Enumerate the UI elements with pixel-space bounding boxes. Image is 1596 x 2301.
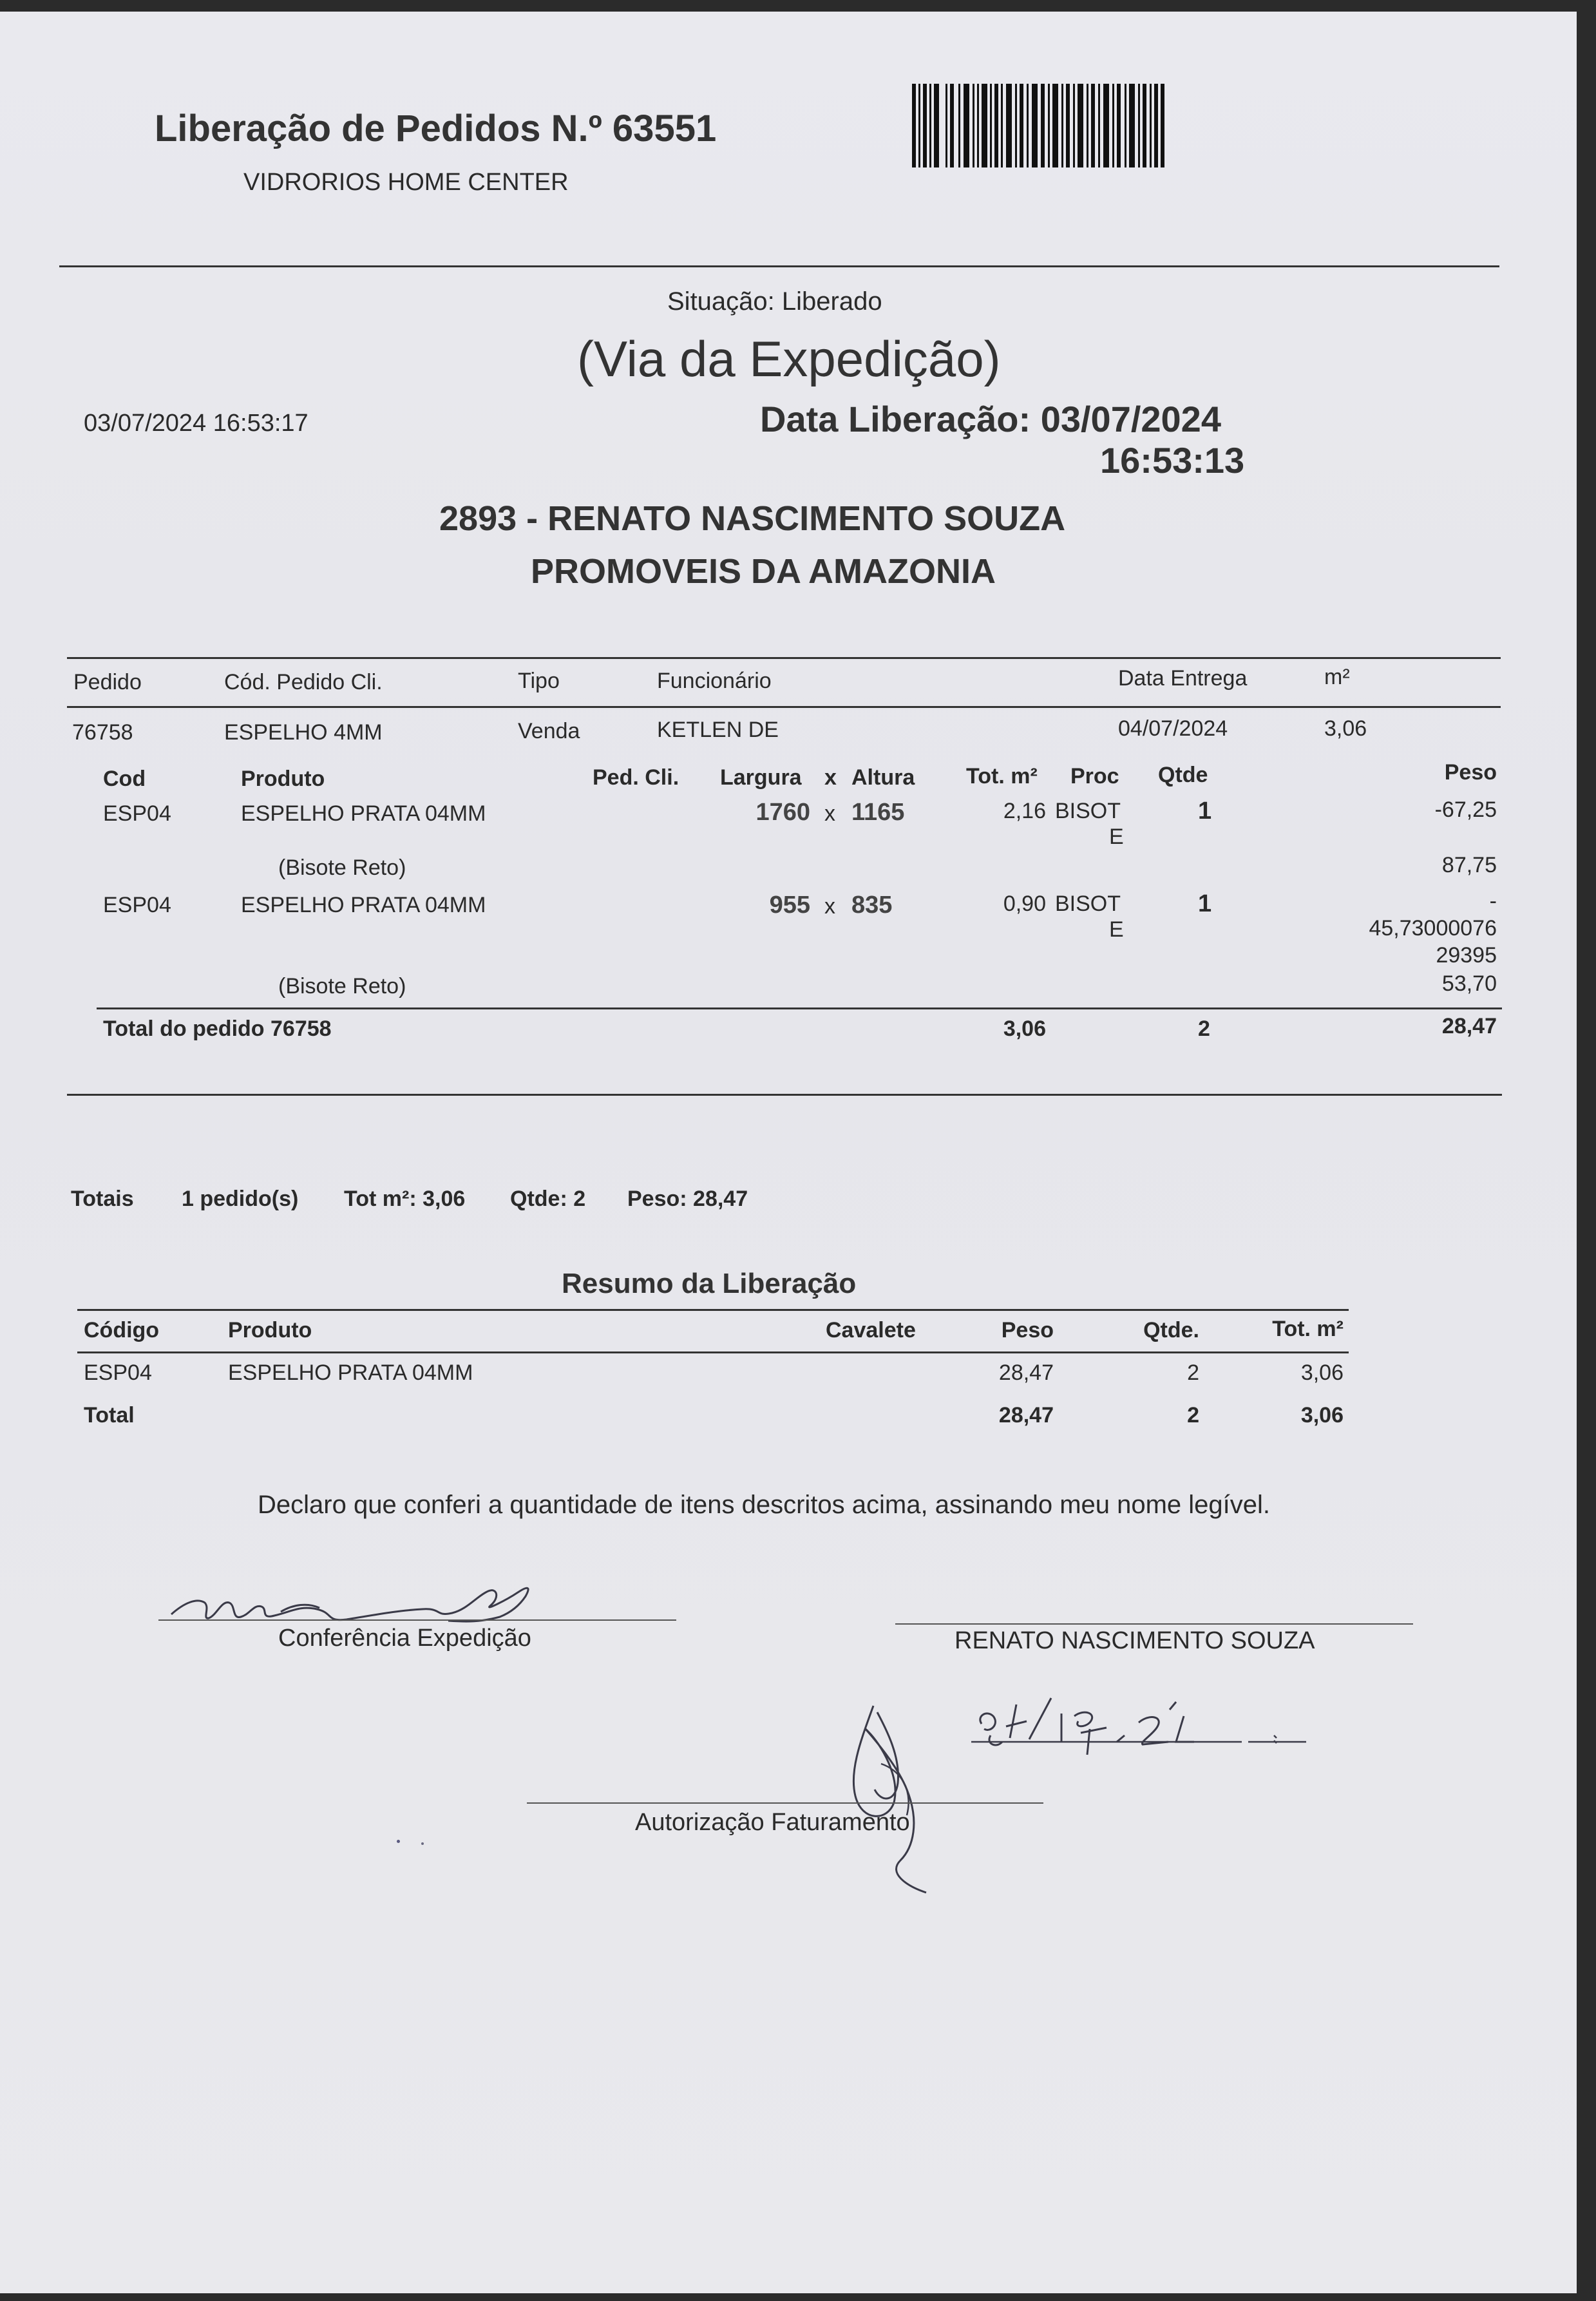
autorizacao-label: Autorização Faturamento xyxy=(635,1809,910,1836)
order-header-funcionario: Funcionário xyxy=(657,669,772,693)
order-m2: 3,06 xyxy=(1324,716,1367,741)
order-header-m2: m² xyxy=(1324,665,1350,689)
summary-row-produto: ESPELHO PRATA 04MM xyxy=(228,1361,473,1385)
document-title: Liberação de Pedidos N.º 63551 xyxy=(155,108,717,149)
printed-timestamp: 03/07/2024 16:53:17 xyxy=(84,410,309,437)
items-header-x: x xyxy=(824,765,837,790)
summary-total-qtde: 2 xyxy=(1187,1403,1199,1427)
items-header-ped-cli: Ped. Cli. xyxy=(593,765,679,790)
order-header-cod-pedido-cli: Cód. Pedido Cli. xyxy=(224,670,383,694)
conferencia-label: Conferência Expedição xyxy=(278,1625,531,1652)
items-header-altura: Altura xyxy=(851,765,915,790)
summary-header-peso: Peso xyxy=(1001,1318,1054,1342)
summary-header-tot-m2: Tot. m² xyxy=(1272,1317,1344,1341)
totals-peso: Peso: 28,47 xyxy=(627,1187,748,1211)
company-name: VIDRORIOS HOME CENTER xyxy=(243,169,569,196)
item-2-produto: ESPELHO PRATA 04MM xyxy=(241,893,486,917)
items-header-qtde: Qtde xyxy=(1158,763,1208,787)
barcode xyxy=(912,84,1164,167)
status-text: Situação: Liberado xyxy=(667,287,882,316)
order-table-top-rule xyxy=(67,657,1501,659)
client-signature-name: RENATO NASCIMENTO SOUZA xyxy=(955,1627,1315,1654)
via-title: (Via da Expedição) xyxy=(577,330,1001,387)
summary-header-codigo: Código xyxy=(84,1318,160,1342)
order-funcionario: KETLEN DE xyxy=(657,718,779,742)
totals-qtde: Qtde: 2 xyxy=(510,1187,586,1211)
items-header-largura: Largura xyxy=(720,765,802,790)
item-2-cod: ESP04 xyxy=(103,893,171,917)
handwritten-date-text xyxy=(971,1690,972,1691)
items-header-cod: Cod xyxy=(103,767,146,791)
autorizacao-line xyxy=(527,1802,1043,1804)
order-total-label: Total do pedido 76758 xyxy=(103,1017,332,1041)
items-total-rule xyxy=(97,1007,1502,1009)
items-header-produto: Produto xyxy=(241,767,325,791)
order-header-tipo: Tipo xyxy=(518,669,560,693)
conferencia-signature xyxy=(165,1558,629,1628)
summary-total-tot-m2: 3,06 xyxy=(1300,1403,1344,1427)
order-tipo: Venda xyxy=(518,719,580,743)
order-total-tot-m2: 3,06 xyxy=(1003,1017,1046,1041)
item-2-altura: 835 xyxy=(851,892,893,919)
item-2-tot-m2: 0,90 xyxy=(1003,892,1046,916)
item-1-note: (Bisote Reto) xyxy=(278,855,406,880)
summary-header-produto: Produto xyxy=(228,1318,312,1342)
conferencia-line xyxy=(158,1619,676,1621)
summary-total-peso: 28,47 xyxy=(998,1403,1054,1427)
autorizacao-signature xyxy=(836,1693,945,1905)
item-2-note: (Bisote Reto) xyxy=(278,974,406,998)
summary-header-qtde: Qtde. xyxy=(1143,1318,1199,1342)
totals-pedidos: 1 pedido(s) xyxy=(182,1187,299,1211)
speck-mark xyxy=(397,1840,400,1843)
item-1-altura: 1165 xyxy=(851,799,905,826)
section-divider xyxy=(67,1094,1502,1096)
order-cod-pedido-cli: ESPELHO 4MM xyxy=(224,720,383,745)
item-2-proc: BISOT xyxy=(1055,892,1121,916)
client-name: 2893 - RENATO NASCIMENTO SOUZA xyxy=(439,499,1066,538)
release-date: Data Liberação: 03/07/2024 xyxy=(760,399,1221,439)
item-1-tot-m2: 2,16 xyxy=(1003,799,1046,823)
document-page xyxy=(0,12,1577,2293)
item-1-peso-note: 87,75 xyxy=(1441,853,1497,877)
order-total-qtde: 2 xyxy=(1198,1017,1210,1041)
item-2-largura: 955 xyxy=(769,892,810,919)
items-header-tot-m2: Tot. m² xyxy=(966,764,1038,788)
item-2-peso-cont-2: 29395 xyxy=(1436,943,1497,968)
totals-label: Totais xyxy=(71,1187,134,1211)
summary-title: Resumo da Liberação xyxy=(562,1268,857,1299)
order-total-peso: 28,47 xyxy=(1441,1014,1497,1038)
summary-top-rule xyxy=(77,1309,1349,1311)
item-1-largura: 1760 xyxy=(755,799,810,826)
release-time: 16:53:13 xyxy=(1100,440,1245,481)
client-signature-line xyxy=(895,1623,1413,1625)
order-pedido: 76758 xyxy=(72,720,133,745)
header-divider xyxy=(59,265,1499,267)
speck-mark xyxy=(421,1842,424,1845)
summary-row-codigo: ESP04 xyxy=(84,1361,152,1385)
item-1-peso: -67,25 xyxy=(1434,797,1497,822)
items-header-peso: Peso xyxy=(1444,760,1497,785)
item-1-cod: ESP04 xyxy=(103,801,171,826)
order-header-pedido: Pedido xyxy=(73,670,142,694)
summary-row-tot-m2: 3,06 xyxy=(1300,1361,1344,1385)
totals-tot-m2: Tot m²: 3,06 xyxy=(344,1187,466,1211)
item-1-qtde: 1 xyxy=(1198,797,1212,825)
declaration-text: Declaro que conferi a quantidade de itens descritos acima, assinando meu nome legível. xyxy=(258,1491,1271,1519)
item-2-proc-cont: E xyxy=(1109,917,1124,942)
items-header-proc: Proc xyxy=(1070,764,1119,788)
order-table-header-rule xyxy=(67,706,1501,708)
item-2-peso: - xyxy=(1489,889,1497,913)
handwritten-date xyxy=(971,1690,1358,1761)
item-1-produto: ESPELHO PRATA 04MM xyxy=(241,801,486,826)
client-company: PROMOVEIS DA AMAZONIA xyxy=(531,552,996,591)
item-1-proc: BISOT xyxy=(1055,799,1121,823)
item-2-qtde: 1 xyxy=(1198,890,1212,917)
item-2-peso-note: 53,70 xyxy=(1441,971,1497,996)
item-2-peso-cont: 45,73000076 xyxy=(1369,916,1497,940)
item-1-x: x xyxy=(824,801,835,826)
item-1-proc-cont: E xyxy=(1109,825,1124,849)
summary-header-rule xyxy=(77,1351,1349,1353)
order-header-data-entrega: Data Entrega xyxy=(1118,666,1248,691)
summary-row-peso: 28,47 xyxy=(998,1361,1054,1385)
item-2-x: x xyxy=(824,894,835,919)
summary-header-cavalete: Cavalete xyxy=(826,1318,916,1342)
summary-total-label: Total xyxy=(84,1403,135,1427)
order-data-entrega: 04/07/2024 xyxy=(1118,716,1228,741)
summary-row-qtde: 2 xyxy=(1187,1361,1199,1385)
